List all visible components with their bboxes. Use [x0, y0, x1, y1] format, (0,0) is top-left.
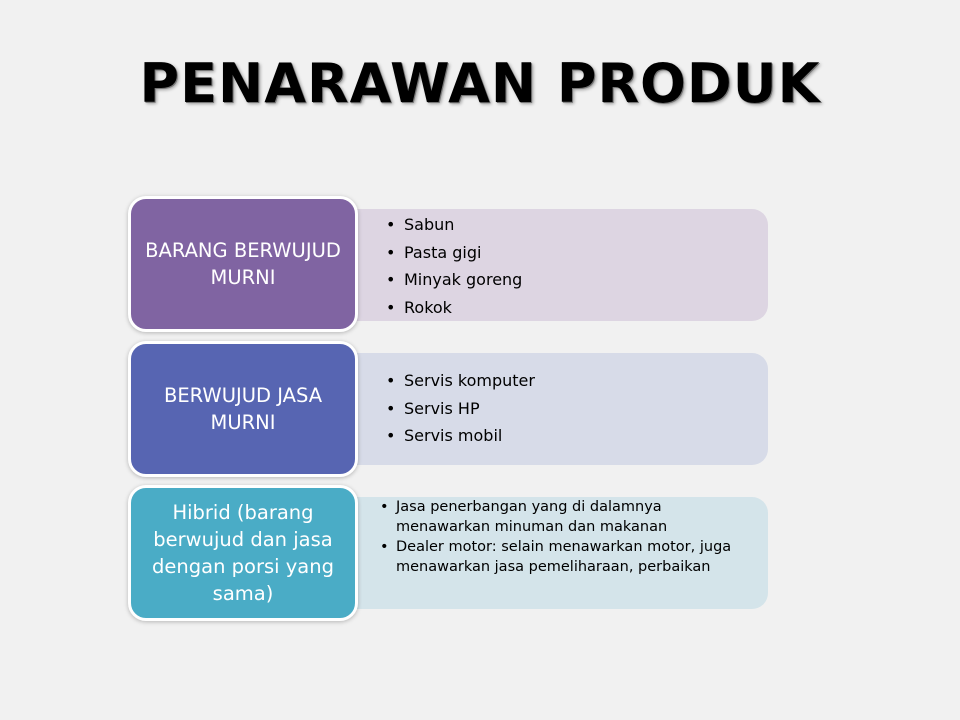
- heading-box-hibrid: [128, 485, 358, 621]
- heading-label: BARANG BERWUJUD MURNI: [145, 239, 341, 289]
- detail-box-jasa-murni: [340, 353, 768, 465]
- detail-box-hibrid: [340, 497, 768, 609]
- heading-box-barang-berwujud: [128, 196, 358, 332]
- item-list: [340, 353, 768, 450]
- heading-box-jasa-murni: [128, 341, 358, 477]
- list-item: • Jasa penerbangan yang di dalamnya menawarkan minuman dan makanan: [380, 497, 758, 537]
- page-title: PENARAWAN PRODUK: [139, 52, 821, 115]
- list-item: • Minyak goreng: [384, 266, 768, 294]
- list-item: • Dealer motor: selain menawarkan motor, juga menawarkan jasa pemeliharaan, perbaikan: [380, 537, 758, 577]
- list-item: • Sabun: [384, 211, 768, 239]
- list-item: • Servis mobil: [384, 422, 768, 450]
- heading-label: BERWUJUD JASA MURNI: [163, 384, 323, 434]
- item-list: [340, 497, 768, 577]
- list-item: • Servis HP: [384, 395, 768, 423]
- detail-box-barang-berwujud: [340, 209, 768, 321]
- list-item: • Servis komputer: [384, 367, 768, 395]
- item-list: [340, 209, 768, 321]
- list-item: • Pasta gigi: [384, 239, 768, 267]
- heading-label: Hibrid (barang berwujud dan jasa dengan porsi yang sama): [152, 501, 334, 605]
- list-item: • Rokok: [384, 294, 768, 322]
